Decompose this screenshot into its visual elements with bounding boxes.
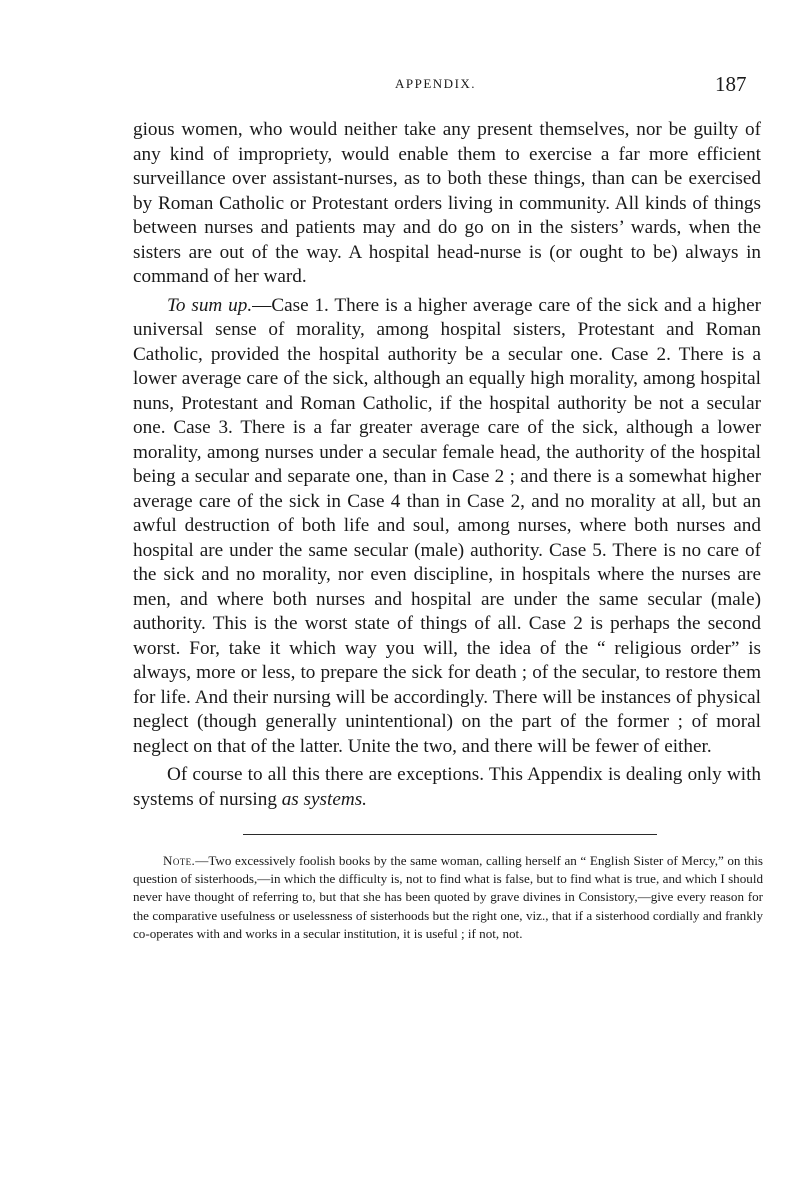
- paragraph-text: gious women, who would neither take any present themselves, nor be guilty of any kind of impropriety, would enable them to exercise a far more efficient surveillance over assistant-nurses, as to both these things, than can be exercised by Roman Catholic or Protestant orders living in community. All kinds of things between nurses and patients may and do go on in the sisters’ wards, when the sisters are out of the way. A hospital head-nurse is (or ought to be) always in command of her ward.: [133, 119, 761, 287]
- footnote: [133, 852, 763, 943]
- paragraph-text: —Case 1. There is a higher average care of the sick and a higher universal sense of morality, among hospital sisters, Protestant and Roman Catholic, provided the hospital authority be a secular one. Case 2. There is a lower average care of the sick, although an equally high morality, among hospital nuns, Protestant and Roman Catholic, if the hospital authority be not a secular one. Case 3. There is a far greater average care of the sick, although a lower morality, among nurses under a secular female head, the authority of the hospital being a secular and separate one, than in Case 2 ; and there is a somewhat higher average care of the sick in Case 4 than in Case 2, and no morality at all, but an awful destruction of both life and soul, among nurses, where both nurses and hospital are under the same secular (male) authority. Case 5. There is no care of the sick and no morality, nor even discipline, in hospitals where the nurses are men, and where both nurses and hospital are under the same secular (male) authority. This is the worst state of things of all. Case 2 is perhaps the second worst. For, take it which way you will, the idea of the “ religious order” is always, more or less, to prepare the sick for death ; of the secular, to restore them for life. And their nursing will be accordingly. There will be instances of physical neglect (though generally unintentional) on the part of the former ; of moral neglect on that of the latter. Unite the two, and there will be fewer of either.: [133, 294, 762, 757]
- summary-lead: To sum up.: [167, 294, 253, 316]
- footnote-divider: [243, 834, 657, 835]
- emphasis-text: as systems.: [281, 788, 367, 810]
- paragraph-closing: [133, 763, 761, 812]
- paragraph-text: Of course to all this there are exceptions. This Appendix is dealing only with systems of nursing: [133, 764, 761, 810]
- main-text: [133, 118, 761, 812]
- footnote-label: Note.: [163, 853, 196, 868]
- footnote-text: —Two excessively foolish books by the same woman, calling herself an “ English Sister of Mercy,” on this question of sisterhoods,—in which the difficulty is, not to find what is false, but to find what is true, and which I should never have thought of referring to, but that she has been quoted by grave divines in Consistory,—give every reason for the comparative usefulness or uselessness of sisterhoods but the right one, viz., that if a sisterhood cordially and frankly co-operates with and works in a secular institution, it is useful ; if not, not.: [133, 853, 763, 941]
- paragraph-continuation: [133, 118, 761, 290]
- page-number: 187: [715, 72, 747, 96]
- paragraph-summary: [133, 294, 761, 760]
- running-head: APPENDIX.: [395, 76, 477, 91]
